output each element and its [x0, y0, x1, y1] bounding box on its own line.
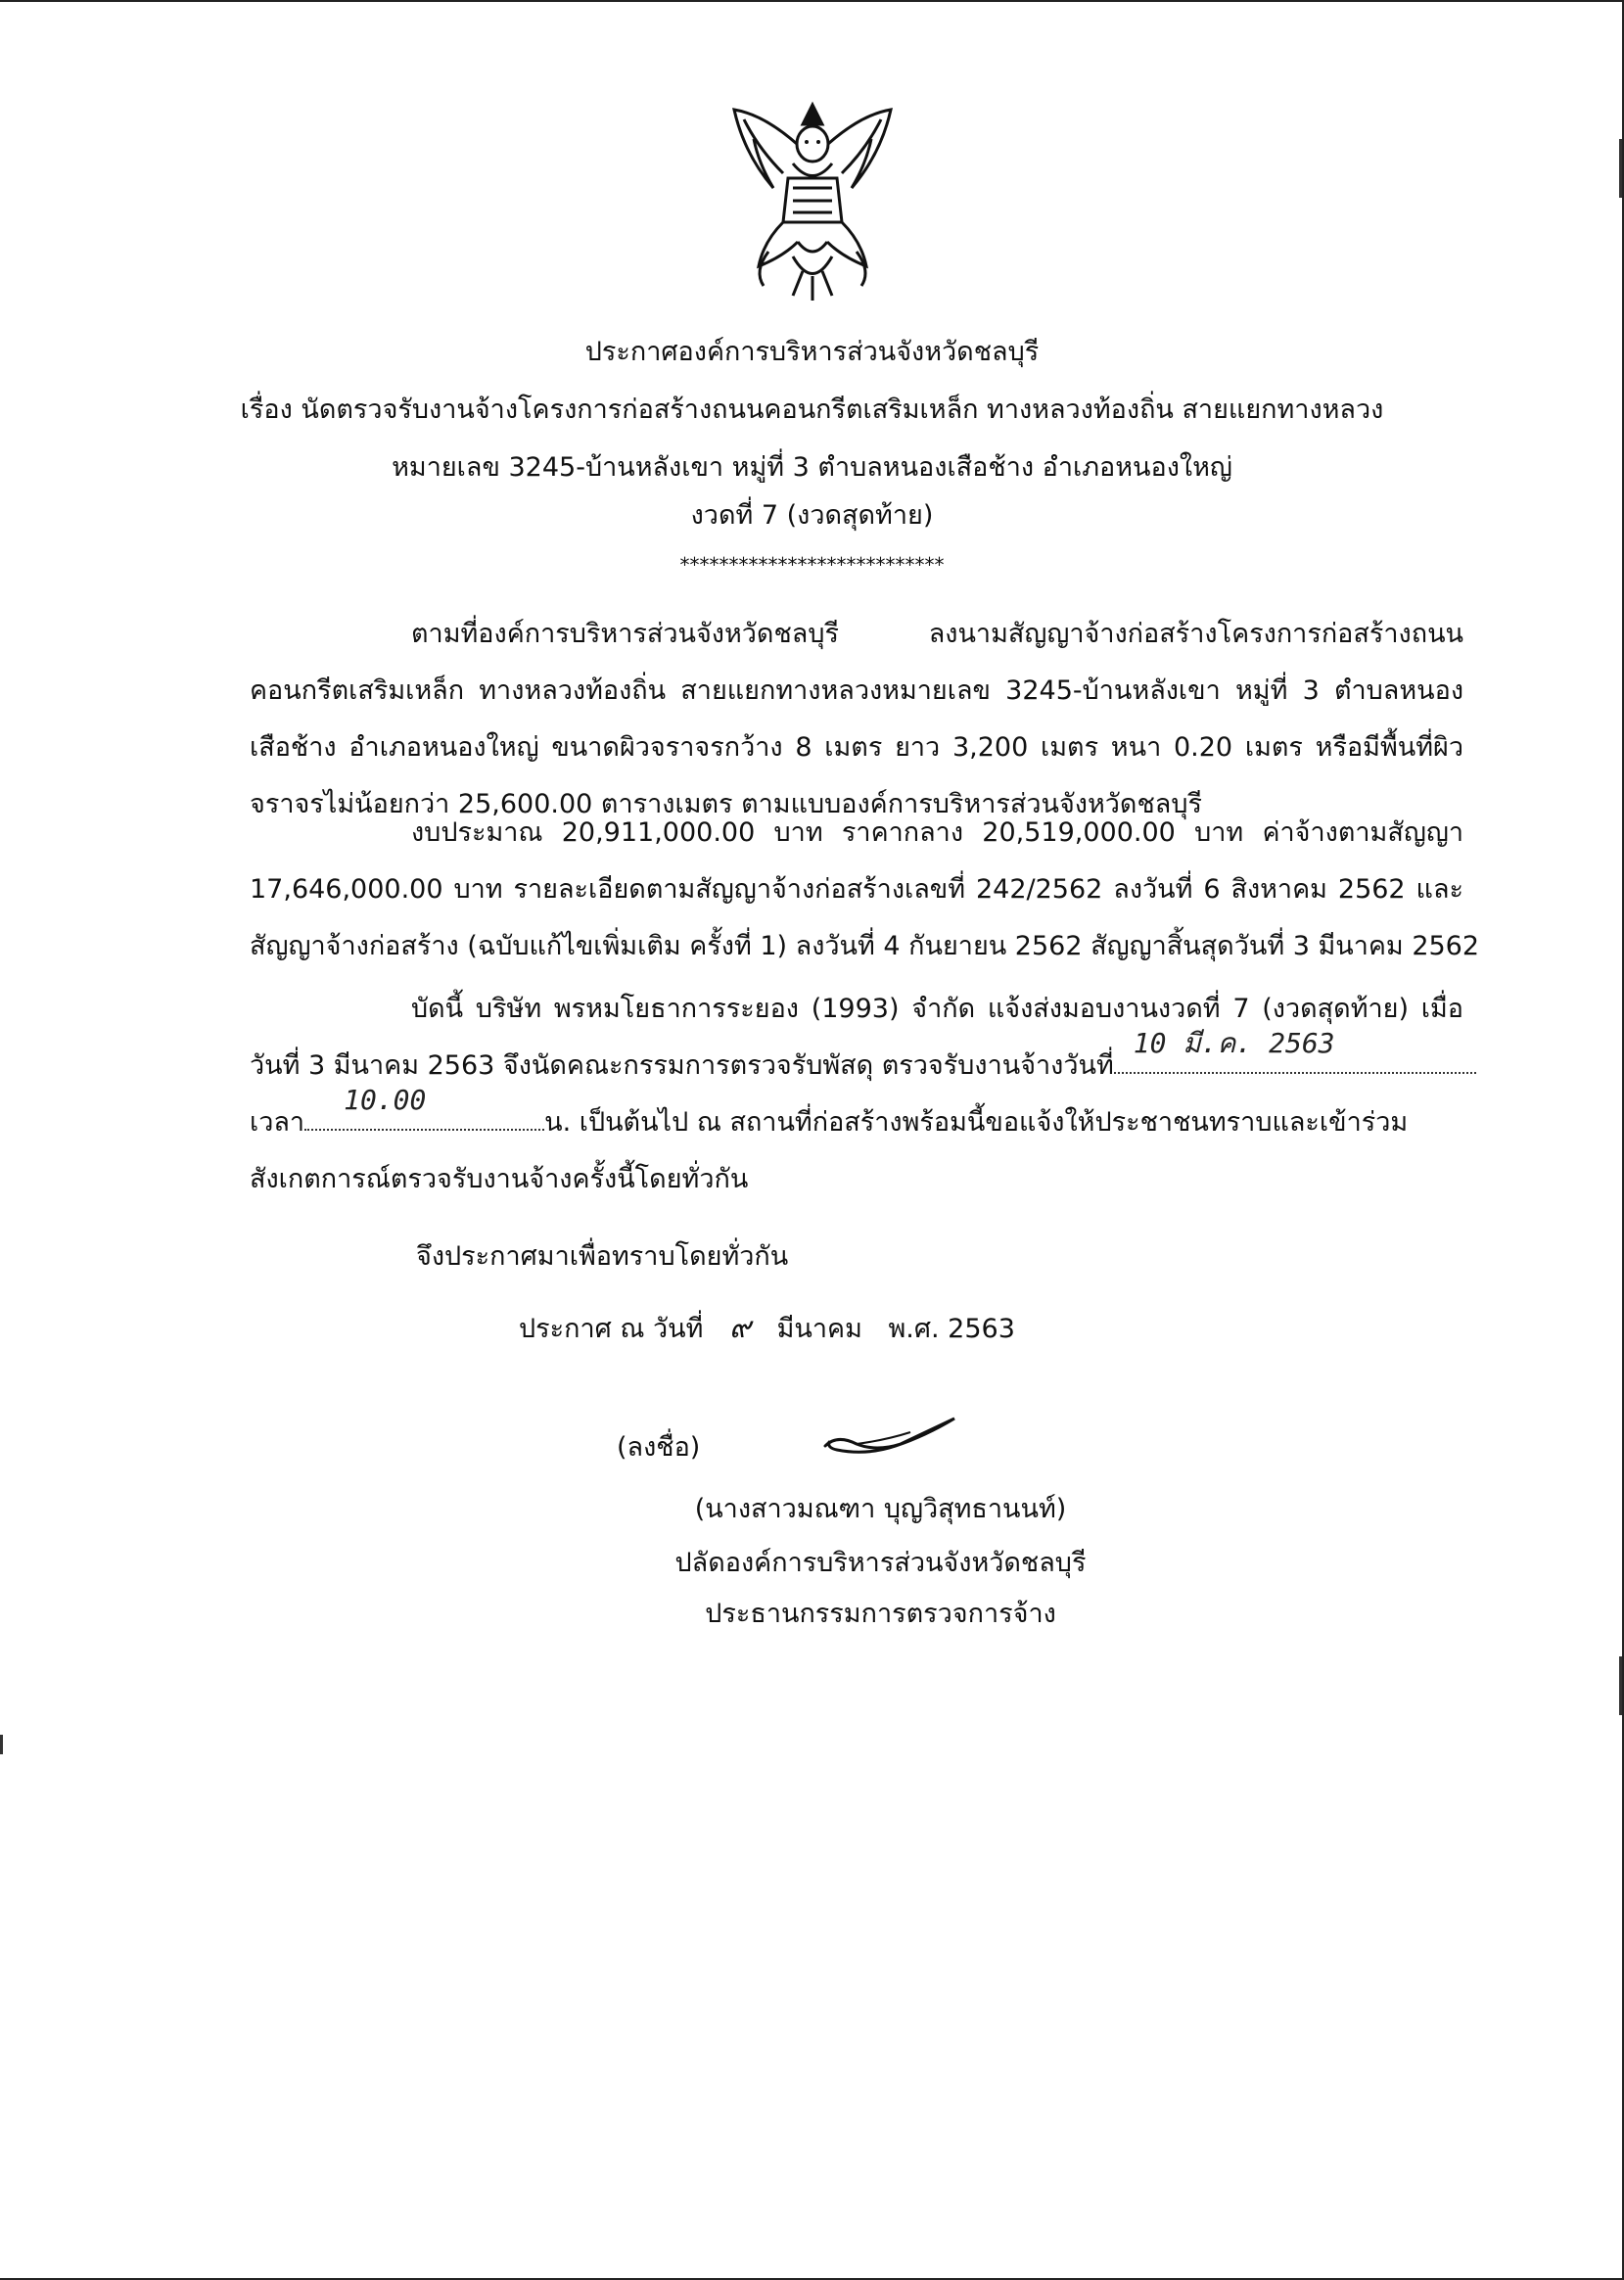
subject-line-1: เรื่อง นัดตรวจรับงานจ้างโครงการก่อสร้างถนนคอนกรีตเสริมเหล็ก ทางหลวงท้องถิ่น สายแยกทางหลวง: [240, 395, 1384, 425]
inspection-time-field: [304, 1084, 544, 1131]
inspection-time-prefix: เวลา: [250, 1107, 305, 1138]
date-month: มีนาคม: [776, 1314, 862, 1344]
signer-role: ประธานกรรมการตรวจการจ้าง: [705, 1599, 1056, 1629]
paragraph-line: จราจรไม่น้อยกว่า 25,600.00 ตารางเมตร ตามแบบองค์การบริหารส่วนจังหวัดชลบุรี: [250, 789, 1202, 819]
paragraph-line: [250, 1084, 1463, 1151]
subject-line-2: หมายเลข 3245-บ้านหลังเขา หมู่ที่ 3 ตำบลหนองเสือช้าง อำเภอหนองใหญ่: [392, 452, 1232, 483]
body-paragraph-2: [250, 805, 1480, 975]
paragraph-line: ตามที่องค์การบริหารส่วนจังหวัดชลบุรี ลงนามสัญญาจ้างก่อสร้างโครงการก่อสร้างถนน: [411, 619, 1463, 649]
date-day-handwritten: ๙: [729, 1311, 751, 1345]
paragraph-line: คอนกรีตเสริมเหล็ก ทางหลวงท้องถิ่น สายแยกทางหลวงหมายเลข 3245-บ้านหลังเขา หมู่ที่ 3 ตำบลหนอง: [250, 675, 1463, 706]
signature-label: (ลงชื่อ): [617, 1432, 701, 1463]
paragraph-line: เสือช้าง อำเภอหนองใหญ่ ขนาดผิวจราจรกว้าง 8 เมตร ยาว 3,200 เมตร หนา 0.20 เมตร หรือมีพื้นที่ผิว: [250, 732, 1463, 763]
date-year: พ.ศ. 2563: [888, 1314, 1015, 1344]
announcement-title: ประกาศองค์การบริหารส่วนจังหวัดชลบุรี: [584, 337, 1040, 367]
inspection-date-prefix: วันที่ 3 มีนาคม 2563 จึงนัดคณะกรรมการตรวจรับพัสดุ ตรวจรับงานจ้างวันที่: [250, 1050, 1114, 1081]
inspection-time-handwritten: 10.00: [344, 1084, 427, 1116]
separator-stars: ***************************: [679, 553, 945, 577]
paragraph-line: งบประมาณ 20,911,000.00 บาท ราคากลาง 20,519,000.00 บาท ค่าจ้างตามสัญญา: [411, 817, 1463, 848]
paragraph-line: บัดนี้ บริษัท พรหมโยธาการระยอง (1993) จำกัด แจ้งส่งมอบงานงวดที่ 7 (งวดสุดท้าย) เมื่อ: [411, 994, 1463, 1024]
paragraph-line: 17,646,000.00 บาท รายละเอียดตามสัญญาจ้างก่อสร้างเลขที่ 242/2562 ลงวันที่ 6 สิงหาคม 2562 และ: [250, 874, 1463, 905]
handwritten-signature: [817, 1407, 964, 1461]
paragraph-line: สังเกตการณ์ตรวจรับงานจ้างครั้งนี้โดยทั่วกัน: [250, 1164, 749, 1194]
garuda-emblem-icon: [724, 95, 901, 305]
scan-edge-mark: [1619, 139, 1622, 198]
inspection-time-suffix: น. เป็นต้นไป ณ สถานที่ก่อสร้างพร้อมนี้ขอแจ้งให้ประชาชนทราบและเข้าร่วม: [544, 1107, 1409, 1138]
signer-name: (นางสาวมณฑา บุญวิสุทธานนท์): [694, 1494, 1067, 1524]
scan-edge-mark: [0, 1735, 3, 1754]
body-paragraph-1: [250, 606, 1463, 833]
date-prefix: ประกาศ ณ วันที่: [519, 1314, 704, 1344]
paragraph-line: สัญญาจ้างก่อสร้าง (ฉบับแก้ไขเพิ่มเติม ครั้งที่ 1) ลงวันที่ 4 กันยายน 2562 สัญญาสิ้นสุดวันที่ 3 มีนาคม 2562: [250, 931, 1480, 961]
inspection-date-handwritten: 10 มี.ค. 2563: [1133, 1027, 1335, 1059]
inspection-date-field: [1114, 1027, 1476, 1074]
scan-edge-mark: [1619, 1656, 1622, 1715]
closing-announce: จึงประกาศมาเพื่อทราบโดยทั่วกัน: [416, 1241, 789, 1272]
paragraph-line: [250, 1027, 1463, 1094]
signer-position: ปลัดองค์การบริหารส่วนจังหวัดชลบุรี: [674, 1548, 1087, 1578]
announcement-date: [519, 1309, 1033, 1349]
body-paragraph-3: [250, 981, 1463, 1208]
subject-line-3: งวดที่ 7 (งวดสุดท้าย): [690, 500, 934, 531]
